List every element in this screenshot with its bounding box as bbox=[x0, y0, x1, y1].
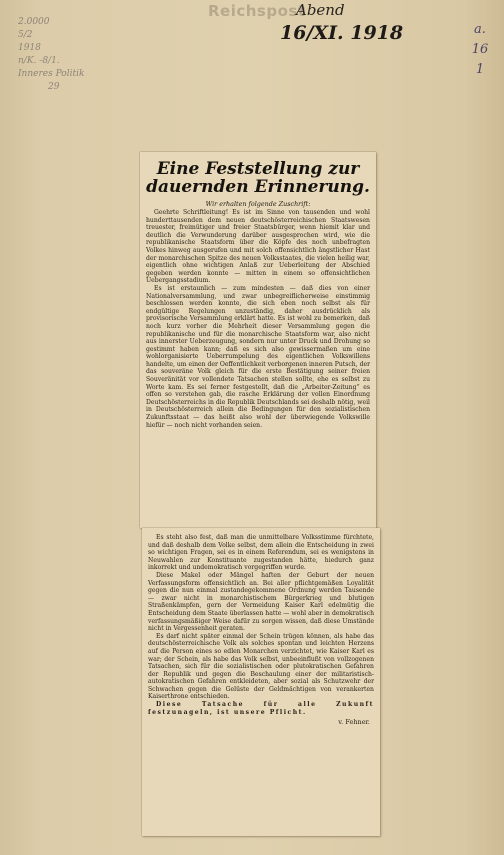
pencil-note: 29 bbox=[48, 82, 60, 92]
pencil-note: 2.0000 bbox=[18, 17, 50, 27]
article-intro: Wir erhalten folgende Zuschrift: bbox=[205, 200, 311, 208]
pencil-note: 1918 bbox=[18, 43, 41, 53]
newspaper-clipping-top bbox=[140, 152, 376, 528]
edition-note: Abend bbox=[296, 1, 345, 19]
newspaper-stamp: Reichspost bbox=[208, 2, 306, 20]
article-paragraph: Es ist erstaunlich — zum mindesten — daß dies von einer Nationalversammlung, und zwar unbegreiflicherweise einstimmig beschlossen werden konnte, die sich eben noch selbst als für endgültige Regelungen unzuständig, daher ausdrücklich als provisorische Versammlung erklärt hatte. Es ist wohl zu bemerken, daß noch kurz vorher die Mehrheit dieser Versammlung gegen die republikanische und für die monarchische Staatsform war, also nicht aus innerster Ueberzeugung, sondern nur unter Druck und Drohung so gestimmt haben kann; daß es sich also gewissermaßen um eine wohlorganisierte Ueberrumpelung des eigentlichen Volkswillens handelte, um einen der Oeffentlichkeit verborgenen inneren Putsch, der das souveräne Volk gleich für die erste Bestätigung seiner freien Souveränität vor vollendete Tatsachen stellen sollte, ehe es selbst zu Worte kam. Es sei ferner festgestellt, daß die „Arbeiter-Zeitung“ es offen so verstehen gab, die rasche Erklärung der vollen Einordnung Deutschösterreichs in die Republik Deutschlands sei deshalb nötig, weil in Deutschösterreich allein die Bedingungen für den sozialistischen Zukunftsstaat — das heißt also wohl der überwiegende Volkswille hiefür — noch nicht vorhanden seien. bbox=[146, 284, 370, 429]
pencil-note: n/K. -8/1. bbox=[18, 56, 60, 66]
pencil-notes bbox=[18, 16, 98, 94]
article-body bbox=[140, 209, 376, 429]
article-conclusion: Diese Tatsache für alle Zukunft festzunageln, ist unsere Pflicht. bbox=[148, 701, 374, 716]
pencil-note: 5/2 bbox=[18, 30, 33, 40]
article-paragraph: Es darf nicht später einmal der Schein trügen können, als habe das deutschösterreichische Volk als solches spontan und leichten Herzens auf die Person eines so edlen Monarchen verzichtet, wie Kaiser Karl es war; der Schein, als habe das Volk selbst, unbeeinflußt von vollzogenen Tatsachen, sich für die sozialistischen oder plutokratischen Gefahren der Republik und gegen die Beschaulung einer der militaristisch-autokratischen Gefahren entkleideten, aber sozial als Schutzwehr der Schwachen gegen die Gelüste der Geldmächtigen von verankerten Kaiserthrone entschieden. bbox=[148, 632, 374, 701]
corner-mark: 16 bbox=[471, 42, 489, 57]
article-paragraph: Geehrte Schriftleitung! Es ist im Sinne von tausenden und wohl hunderttausenden dem neuen deutschösterreichischen Staatswesen treuester, freimütiger und freier Staatsbürger, wenn hiemit klar und deutlich die Verwunderung darüber ausgesprochen wird, wie die republikanische Staatsform über die Köpfe des noch unbefragten Volkes hinweg ausgerufen und mit solch offensichtlich ängstlicher Hast der monarchischen Spitze des neuen Volksstaates, die vielen heilig war, eigentlich ohne wichtigen Anlaß zur Ueberleitung der Abschied gegeben werden konnte — mitten in einem so offensichtlichen Uebergangsstadium. bbox=[146, 209, 370, 285]
corner-mark: 1 bbox=[475, 62, 485, 77]
newspaper-clipping-bottom bbox=[142, 528, 380, 836]
article-paragraph: Diese Makel oder Mängel haften der Geburt der neuen Verfassungsform offensichtlich an. Bei aller pflichtgemäßen Loyalität gegen die nun einmal zustandegekommene Ordnung werden Tausende — zwar nicht in monarchistischem Bürgerkrieg und blutigen Straßenkämpfen, gern der Vermeidung Kaiser Karl edelmütig die Entscheidung dem Staate überlassen hatte — wohl aber in demokratisch verfassungsmäßiger Weise dafür zu sorgen wissen, daß diese Umstände nicht in Vergessenheit geraten. bbox=[148, 571, 374, 633]
corner-mark: a. bbox=[474, 22, 486, 37]
article-paragraph: Es steht also fest, daß man die unmittelbare Volksstimme fürchtete, und daß deshalb dem Volke selbst, dem allein die Entscheidung in zwei so wichtigen Fragen, sei es in einem Referendum, sei es wenigstens in Neuwahlen zur Konstituante zugestanden hätte, hiedurch ganz inkorrekt und undemokratisch vorgegriffen wurde. bbox=[148, 534, 374, 572]
pencil-note: Inneres Politik bbox=[18, 69, 85, 79]
article-headline: Eine Feststellung zur dauernden Erinnerung. bbox=[146, 159, 370, 197]
date-note: 16/XI. 1918 bbox=[280, 22, 404, 44]
article-body-continued bbox=[142, 528, 380, 716]
article-signature: v. Fehner. bbox=[338, 718, 370, 727]
corner-marks bbox=[470, 20, 490, 80]
